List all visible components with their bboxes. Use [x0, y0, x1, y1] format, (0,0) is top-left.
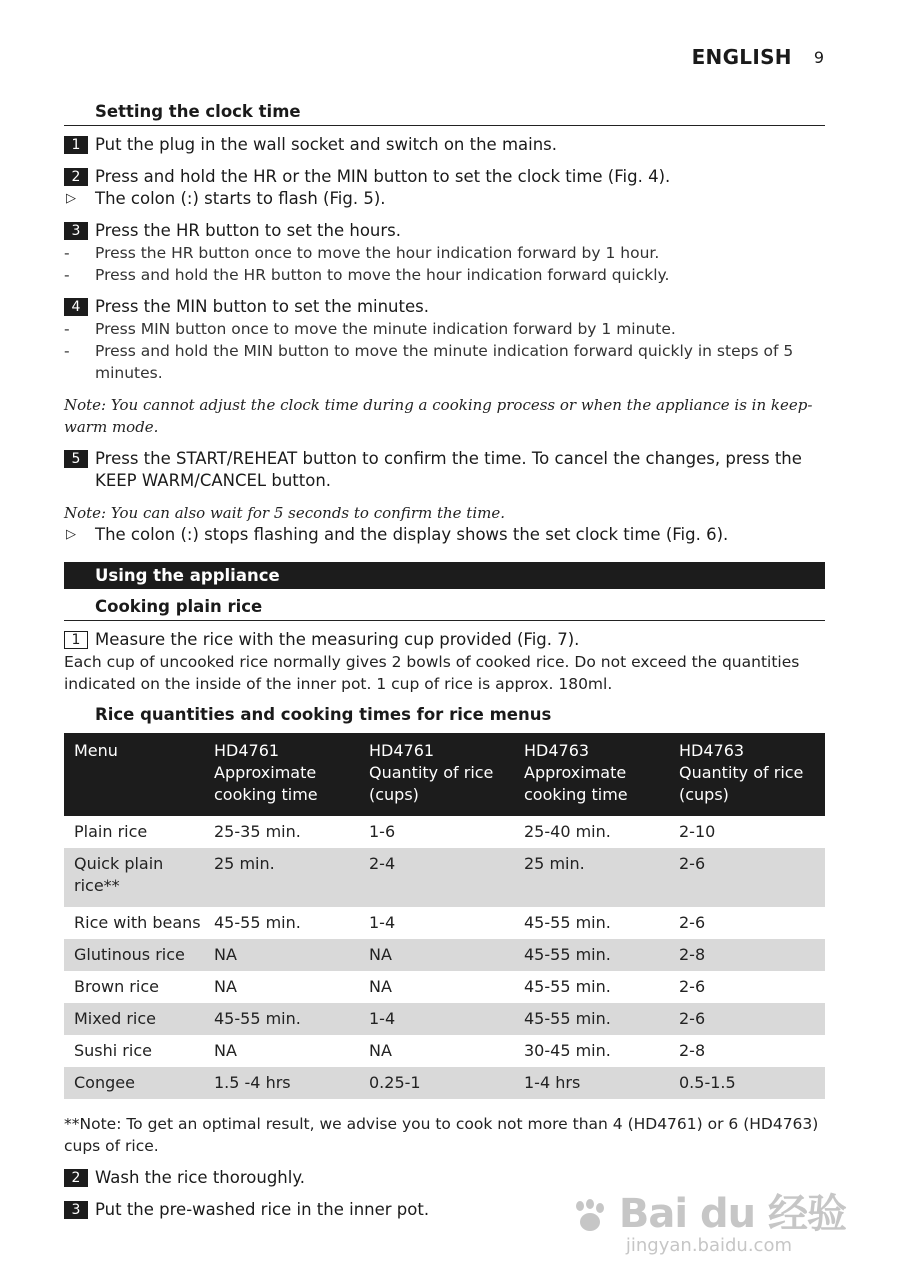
- table-cell: 30-45 min.: [524, 1041, 611, 1060]
- clock-step-4: [64, 296, 825, 318]
- table-header-row: [64, 733, 825, 816]
- clock-step-2: [64, 166, 825, 188]
- result-text: The colon (:) stops flashing and the display shows the set clock time (Fig. 6).: [95, 525, 729, 544]
- note-wait-confirm: Note: You can also wait for 5 seconds to confirm the time.: [64, 504, 506, 522]
- watermark-url: jingyan.baidu.com: [625, 1235, 792, 1256]
- rice-table: [64, 733, 825, 1099]
- clock-result: [64, 524, 825, 546]
- bullet-item: - Press the HR button once to move the hour indication forward by 1 hour.: [64, 244, 660, 262]
- watermark-logo-text: Bai du 经验: [618, 1191, 846, 1237]
- table-cell: NA: [214, 977, 237, 996]
- table-cell: Rice with beans: [74, 913, 201, 932]
- table-cell: 45-55 min.: [214, 913, 301, 932]
- header-cell-hd4763-qty: HD4763 Quantity of rice (cups): [669, 733, 825, 816]
- paw-icon: [572, 1199, 606, 1233]
- table-cell: 25-35 min.: [214, 822, 301, 841]
- header-cell-hd4761-time: HD4761 Approximate cooking time: [204, 733, 359, 816]
- step-text: Press and hold the HR or the MIN button to set the clock time (Fig. 4).: [95, 167, 671, 186]
- table-cell: 1-4: [369, 913, 396, 932]
- clock-step-2-result: [64, 188, 825, 210]
- table-cell: 25-40 min.: [524, 822, 611, 841]
- bullet-item: - Press MIN button once to move the minute indication forward by 1 minute.: [64, 320, 676, 338]
- table-cell: 45-55 min.: [514, 939, 669, 971]
- table-row: [64, 1003, 825, 1035]
- rice-step-1: [64, 629, 825, 651]
- table-row: [64, 1067, 825, 1099]
- table-cell: 25 min.: [514, 848, 669, 907]
- baidu-watermark: [572, 1192, 846, 1256]
- table-cell: 1.5 -4 hrs: [204, 1067, 359, 1099]
- table-row: [64, 907, 825, 939]
- page-header: [692, 44, 824, 70]
- step-text: Press the MIN button to set the minutes.: [95, 297, 429, 316]
- step-text: Wash the rice thoroughly.: [95, 1168, 305, 1187]
- step-number: 3: [64, 222, 88, 240]
- step-text: Put the plug in the wall socket and switch on the mains.: [95, 135, 558, 154]
- table-cell: 45-55 min.: [524, 977, 611, 996]
- table-cell: NA: [369, 977, 392, 996]
- table-cell: 45-55 min.: [524, 913, 611, 932]
- table-cell: Quick plain rice**: [64, 848, 204, 907]
- table-cell: Sushi rice: [74, 1041, 152, 1060]
- result-arrow-icon: ▷: [66, 191, 76, 206]
- table-cell: 45-55 min.: [514, 1003, 669, 1035]
- rice-paragraph: Each cup of uncooked rice normally gives 2 bowls of cooked rice. Do not exceed the quantities indicated on the inside of the inner pot. 1 cup of rice is approx. 180ml.: [64, 653, 800, 693]
- note-clock-adjust: Note: You cannot adjust the clock time during a cooking process or when the appliance is in keep-warm mode.: [64, 396, 813, 436]
- table-cell: Mixed rice: [64, 1003, 204, 1035]
- step-number: 5: [64, 450, 88, 468]
- step-number: 2: [64, 168, 88, 186]
- table-cell: 0.5-1.5: [669, 1067, 825, 1099]
- result-text: The colon (:) starts to flash (Fig. 5).: [95, 189, 386, 208]
- header-language: ENGLISH: [691, 45, 792, 69]
- section-heading-clock: Setting the clock time: [64, 100, 825, 126]
- table-row: [64, 971, 825, 1003]
- table-cell: 2-6: [679, 913, 706, 932]
- table-cell: Congee: [64, 1067, 204, 1099]
- step-number: 4: [64, 298, 88, 316]
- table-cell: 2-8: [679, 1041, 706, 1060]
- table-cell: Glutinous rice: [64, 939, 204, 971]
- table-cell: Plain rice: [74, 822, 148, 841]
- table-row: [64, 1035, 825, 1067]
- clock-step-1: [64, 134, 825, 156]
- section-heading-using: Using the appliance: [64, 562, 825, 589]
- bullet-text: Press MIN button once to move the minute indication forward by 1 minute.: [95, 320, 676, 338]
- page-number: 9: [813, 47, 824, 67]
- table-cell: 2-6: [669, 848, 825, 907]
- step-text: Press the HR button to set the hours.: [95, 221, 402, 240]
- table-cell: 2-6: [679, 977, 706, 996]
- table-cell: NA: [204, 939, 359, 971]
- table-cell: 1-4 hrs: [514, 1067, 669, 1099]
- table-footnote: **Note: To get an optimal result, we advise you to cook not more than 4 (HD4761) or 6 (HD4763) cups of rice.: [64, 1115, 819, 1155]
- step-number: 3: [64, 1201, 88, 1219]
- watermark-logo: [572, 1192, 846, 1236]
- step-number: 2: [64, 1169, 88, 1187]
- table-cell: 45-55 min.: [204, 1003, 359, 1035]
- table-cell: 1-6: [369, 822, 396, 841]
- table-cell: NA: [214, 1041, 237, 1060]
- clock-step-3: [64, 220, 825, 242]
- result-arrow-icon: ▷: [66, 527, 76, 542]
- table-cell: 1-4: [359, 1003, 514, 1035]
- step-text: Press the START/REHEAT button to confirm the time. To cancel the changes, press the KEEP WARM/CANCEL button.: [95, 449, 802, 490]
- table-row: [64, 939, 825, 971]
- subheading-cooking-plain-rice: Cooking plain rice: [64, 595, 825, 621]
- table-row: [64, 848, 825, 907]
- bullet-item: - Press and hold the HR button to move the hour indication forward quickly.: [64, 266, 670, 284]
- header-cell-menu: Menu: [64, 733, 204, 816]
- table-cell: 25 min.: [204, 848, 359, 907]
- table-cell: NA: [359, 939, 514, 971]
- header-cell-hd4763-time: HD4763 Approximate cooking time: [514, 733, 669, 816]
- bullet-text: Press and hold the MIN button to move the minute indication forward quickly in steps of 5 minutes.: [95, 342, 794, 382]
- step-text: Measure the rice with the measuring cup provided (Fig. 7).: [95, 630, 580, 649]
- table-title: Rice quantities and cooking times for rice menus: [95, 705, 552, 724]
- table-cell: 2-4: [359, 848, 514, 907]
- document-body: [64, 100, 825, 1221]
- table-cell: NA: [369, 1041, 392, 1060]
- table-row: [64, 816, 825, 848]
- step-number: 1: [64, 631, 88, 649]
- table-cell: 2-6: [669, 1003, 825, 1035]
- step-text: Put the pre-washed rice in the inner pot.: [95, 1200, 430, 1219]
- table-cell: Brown rice: [74, 977, 159, 996]
- bullet-text: Press the HR button once to move the hour indication forward by 1 hour.: [95, 244, 660, 262]
- table-cell: 2-8: [669, 939, 825, 971]
- clock-step-5: [64, 448, 825, 492]
- bullet-text: Press and hold the HR button to move the hour indication forward quickly.: [95, 266, 670, 284]
- rice-step-2: [64, 1167, 825, 1189]
- bullet-item: - Press and hold the MIN button to move the minute indication forward quickly in steps of 5 minutes.: [64, 342, 794, 382]
- table-cell: 2-10: [679, 822, 716, 841]
- table-cell: 0.25-1: [359, 1067, 514, 1099]
- header-cell-hd4761-qty: HD4761 Quantity of rice (cups): [359, 733, 514, 816]
- step-number: 1: [64, 136, 88, 154]
